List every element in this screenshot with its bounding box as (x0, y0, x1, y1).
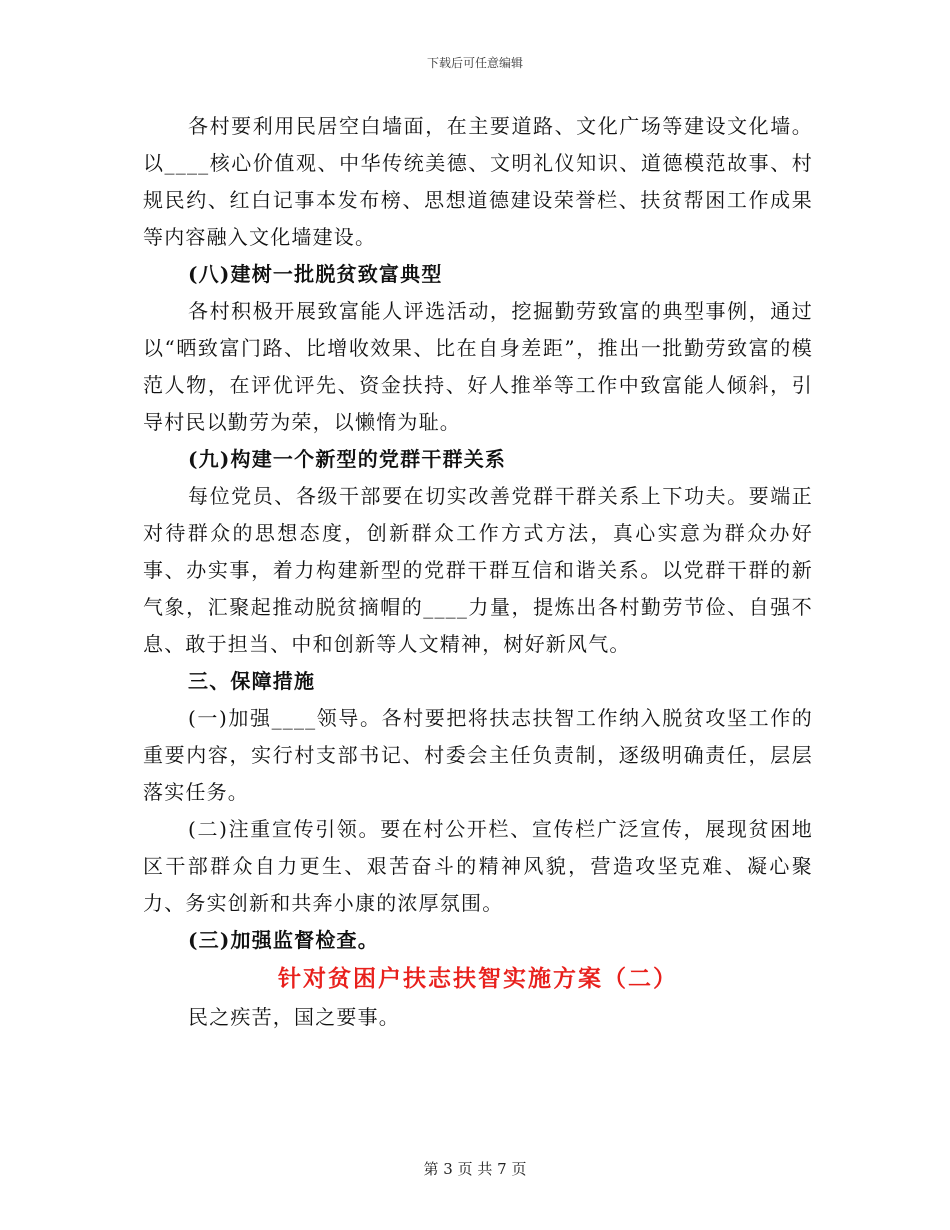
paragraph-relations: 每位党员、各级干部要在切实改善党群干群关系上下功夫。要端正对待群众的思想态度，创新群众工作方式方法，真心实意为群众办好事、办实事，着力构建新型的党群干群互信和谐关系。以党群干群的新气象，汇聚起推动脱贫摘帽的____力量，提炼出各村勤劳节俭、自强不息、敢于担当、中和创新等人文精神，树好新风气。 (143, 484, 813, 656)
document-body (143, 108, 813, 1036)
heading-supervision: (三)加强监督检查。 (188, 928, 379, 952)
document-title-part-2: 针对贫困户扶志扶智实施方案（二） (278, 965, 678, 992)
heading-section-8: (八)建树一批脱贫致富典型 (188, 262, 443, 286)
page-header: 下载后可任意编辑 (426, 56, 523, 70)
heading-safeguards: 三、保障措施 (188, 669, 316, 693)
page-footer: 第 3 页 共 7 页 (423, 1160, 527, 1178)
paragraph-leadership: (一)加强____领导。各村要把将扶志扶智工作纳入脱贫攻坚工作的重要内容，实行村支部书记、村委会主任负责制，逐级明确责任，层层落实任务。 (143, 706, 813, 804)
paragraph-opening: 民之疾苦，国之要事。 (188, 1005, 400, 1029)
paragraph-culture-wall: 各村要利用民居空白墙面，在主要道路、文化广场等建设文化墙。以____核心价值观、中华传统美德、文明礼仪知识、道德模范故事、村规民约、红白记事本发布榜、思想道德建设荣誉栏、扶贫帮困工作成果等内容融入文化墙建设。 (143, 114, 813, 249)
paragraph-models: 各村积极开展致富能人评选活动，挖掘勤劳致富的典型事例，通过以“晒致富门路、比增收效果、比在自身差距”，推出一批勤劳致富的模范人物，在评优评先、资金扶持、好人推举等工作中致富能人倾斜，引导村民以勤劳为荣，以懒惰为耻。 (143, 299, 813, 434)
heading-section-9: (九)构建一个新型的党群干群关系 (188, 447, 507, 471)
paragraph-publicity: (二)注重宣传引领。要在村公开栏、宣传栏广泛宣传，展现贫困地区干部群众自力更生、艰苦奋斗的精神风貌，营造攻坚克难、凝心聚力、务实创新和共奔小康的浓厚氛围。 (143, 817, 813, 915)
